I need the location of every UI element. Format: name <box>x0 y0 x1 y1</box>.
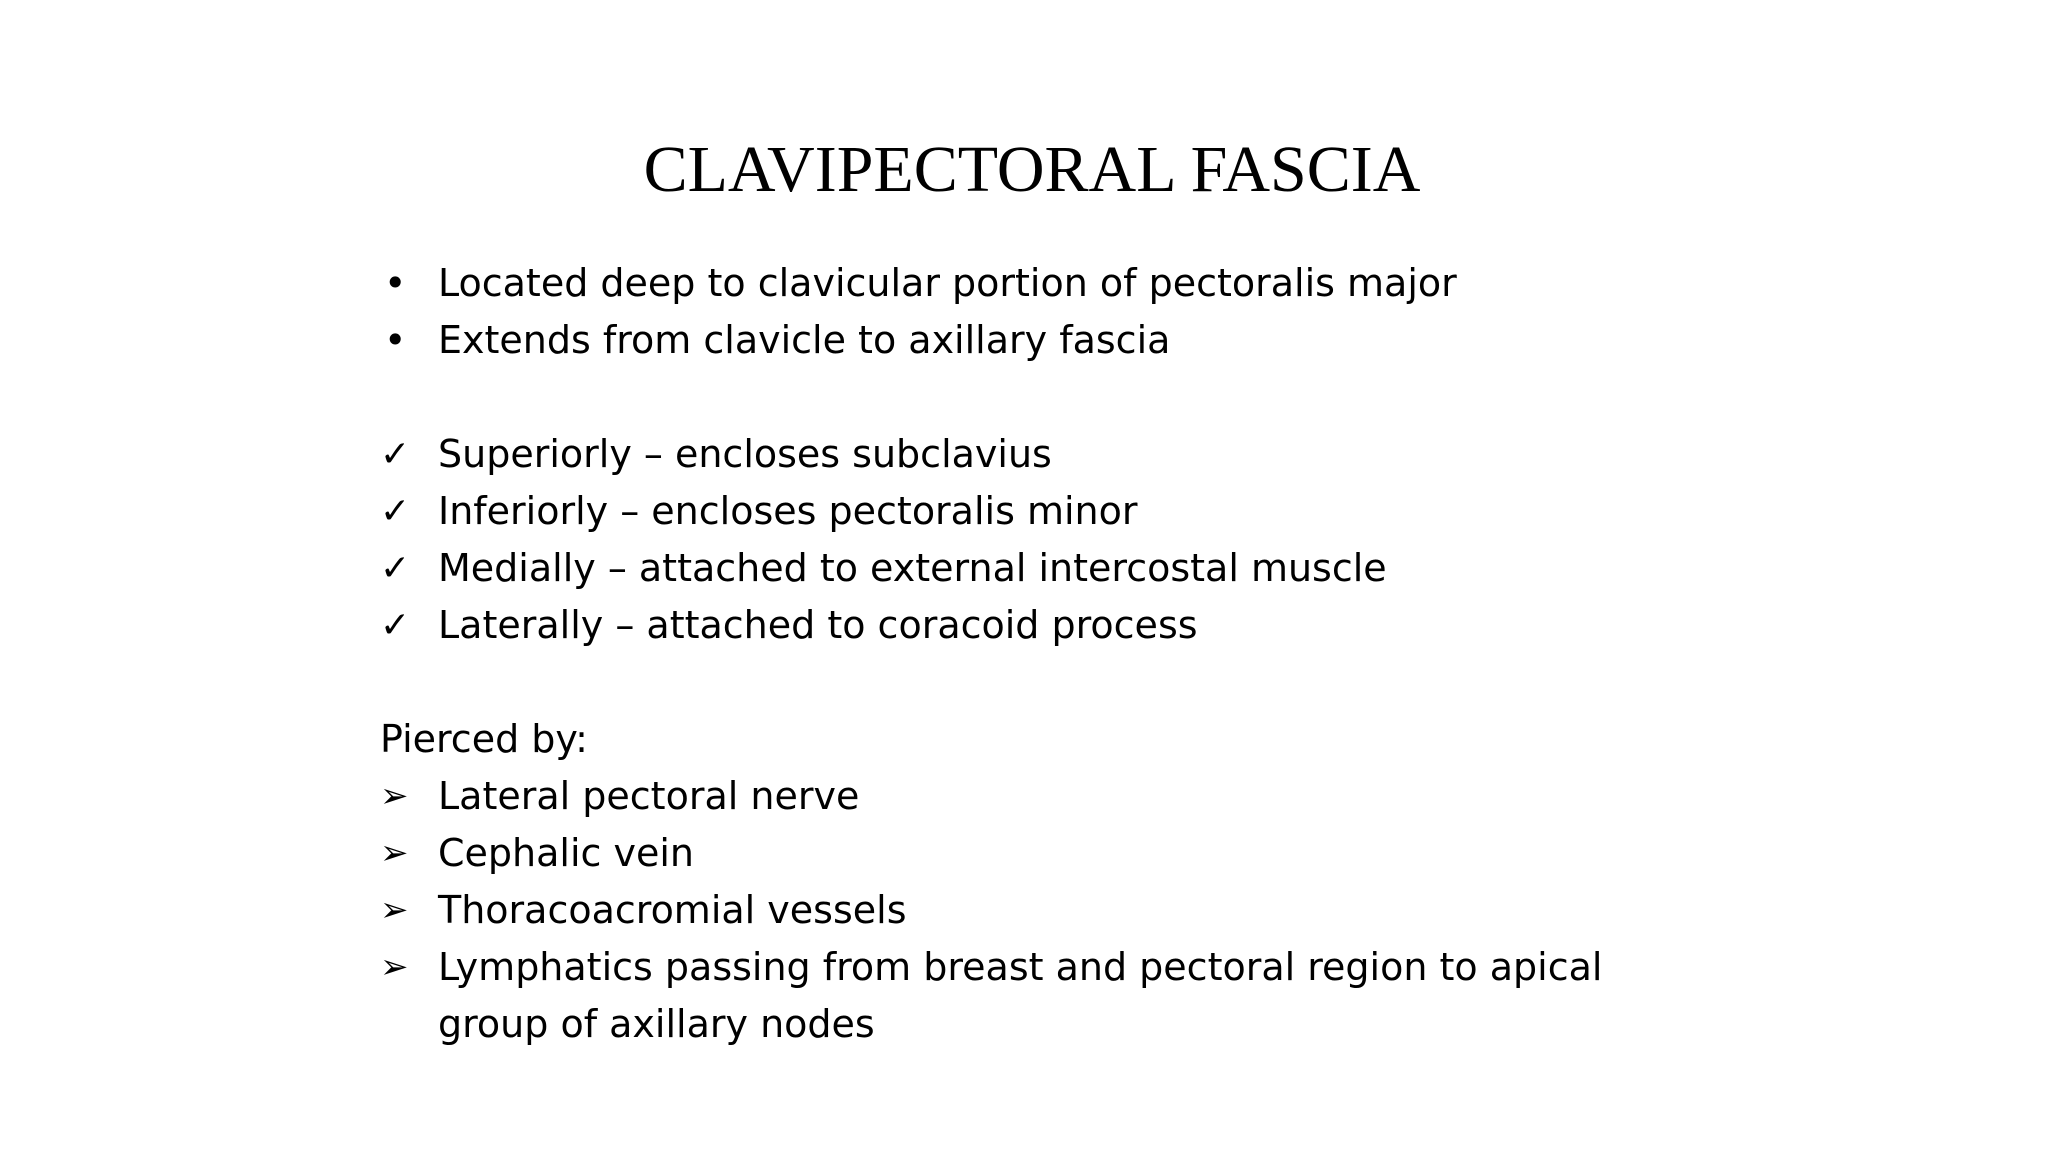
list-item-text: Superiorly – encloses subclavius <box>438 432 1052 476</box>
list-item-text: Lymphatics passing from breast and pectoral region to apical group of axillary nodes <box>438 945 1603 1046</box>
bullet-icon: • <box>384 261 407 305</box>
slide-body <box>380 255 1680 1053</box>
checkmark-list <box>380 426 1680 654</box>
spacer <box>380 654 1680 711</box>
arrow-list <box>380 768 1680 1053</box>
checkmark-icon: ✓ <box>380 548 411 589</box>
arrowhead-icon: ➢ <box>380 947 409 987</box>
spacer <box>380 369 1680 426</box>
list-item-text: Medially – attached to external intercostal muscle <box>438 546 1387 590</box>
list-item <box>380 825 1680 882</box>
arrowhead-icon: ➢ <box>380 776 409 816</box>
checkmark-icon: ✓ <box>380 605 411 646</box>
pierced-by-heading: Pierced by: <box>380 717 588 761</box>
arrowhead-icon: ➢ <box>380 890 409 930</box>
list-item <box>380 312 1680 369</box>
list-item-text: Thoracoacromial vessels <box>438 888 907 932</box>
bullet-icon: • <box>384 318 407 362</box>
list-item <box>380 768 1680 825</box>
slide-title: CLAVIPECTORAL FASCIA <box>643 133 1421 206</box>
arrowhead-icon: ➢ <box>380 833 409 873</box>
checkmark-icon: ✓ <box>380 434 411 475</box>
list-item-text: Located deep to clavicular portion of pectoralis major <box>438 261 1457 305</box>
list-item <box>380 426 1680 483</box>
list-item <box>380 255 1680 312</box>
list-item <box>380 882 1680 939</box>
bullet-list <box>380 255 1680 369</box>
list-item-text: Extends from clavicle to axillary fascia <box>438 318 1171 362</box>
list-item-text: Cephalic vein <box>438 831 694 875</box>
list-item-text: Inferiorly – encloses pectoralis minor <box>438 489 1138 533</box>
list-item-text: Laterally – attached to coracoid process <box>438 603 1198 647</box>
list-item <box>380 939 1678 1053</box>
list-item <box>380 483 1680 540</box>
list-item <box>380 597 1680 654</box>
list-item <box>380 540 1680 597</box>
checkmark-icon: ✓ <box>380 491 411 532</box>
list-item-text: Lateral pectoral nerve <box>438 774 860 818</box>
